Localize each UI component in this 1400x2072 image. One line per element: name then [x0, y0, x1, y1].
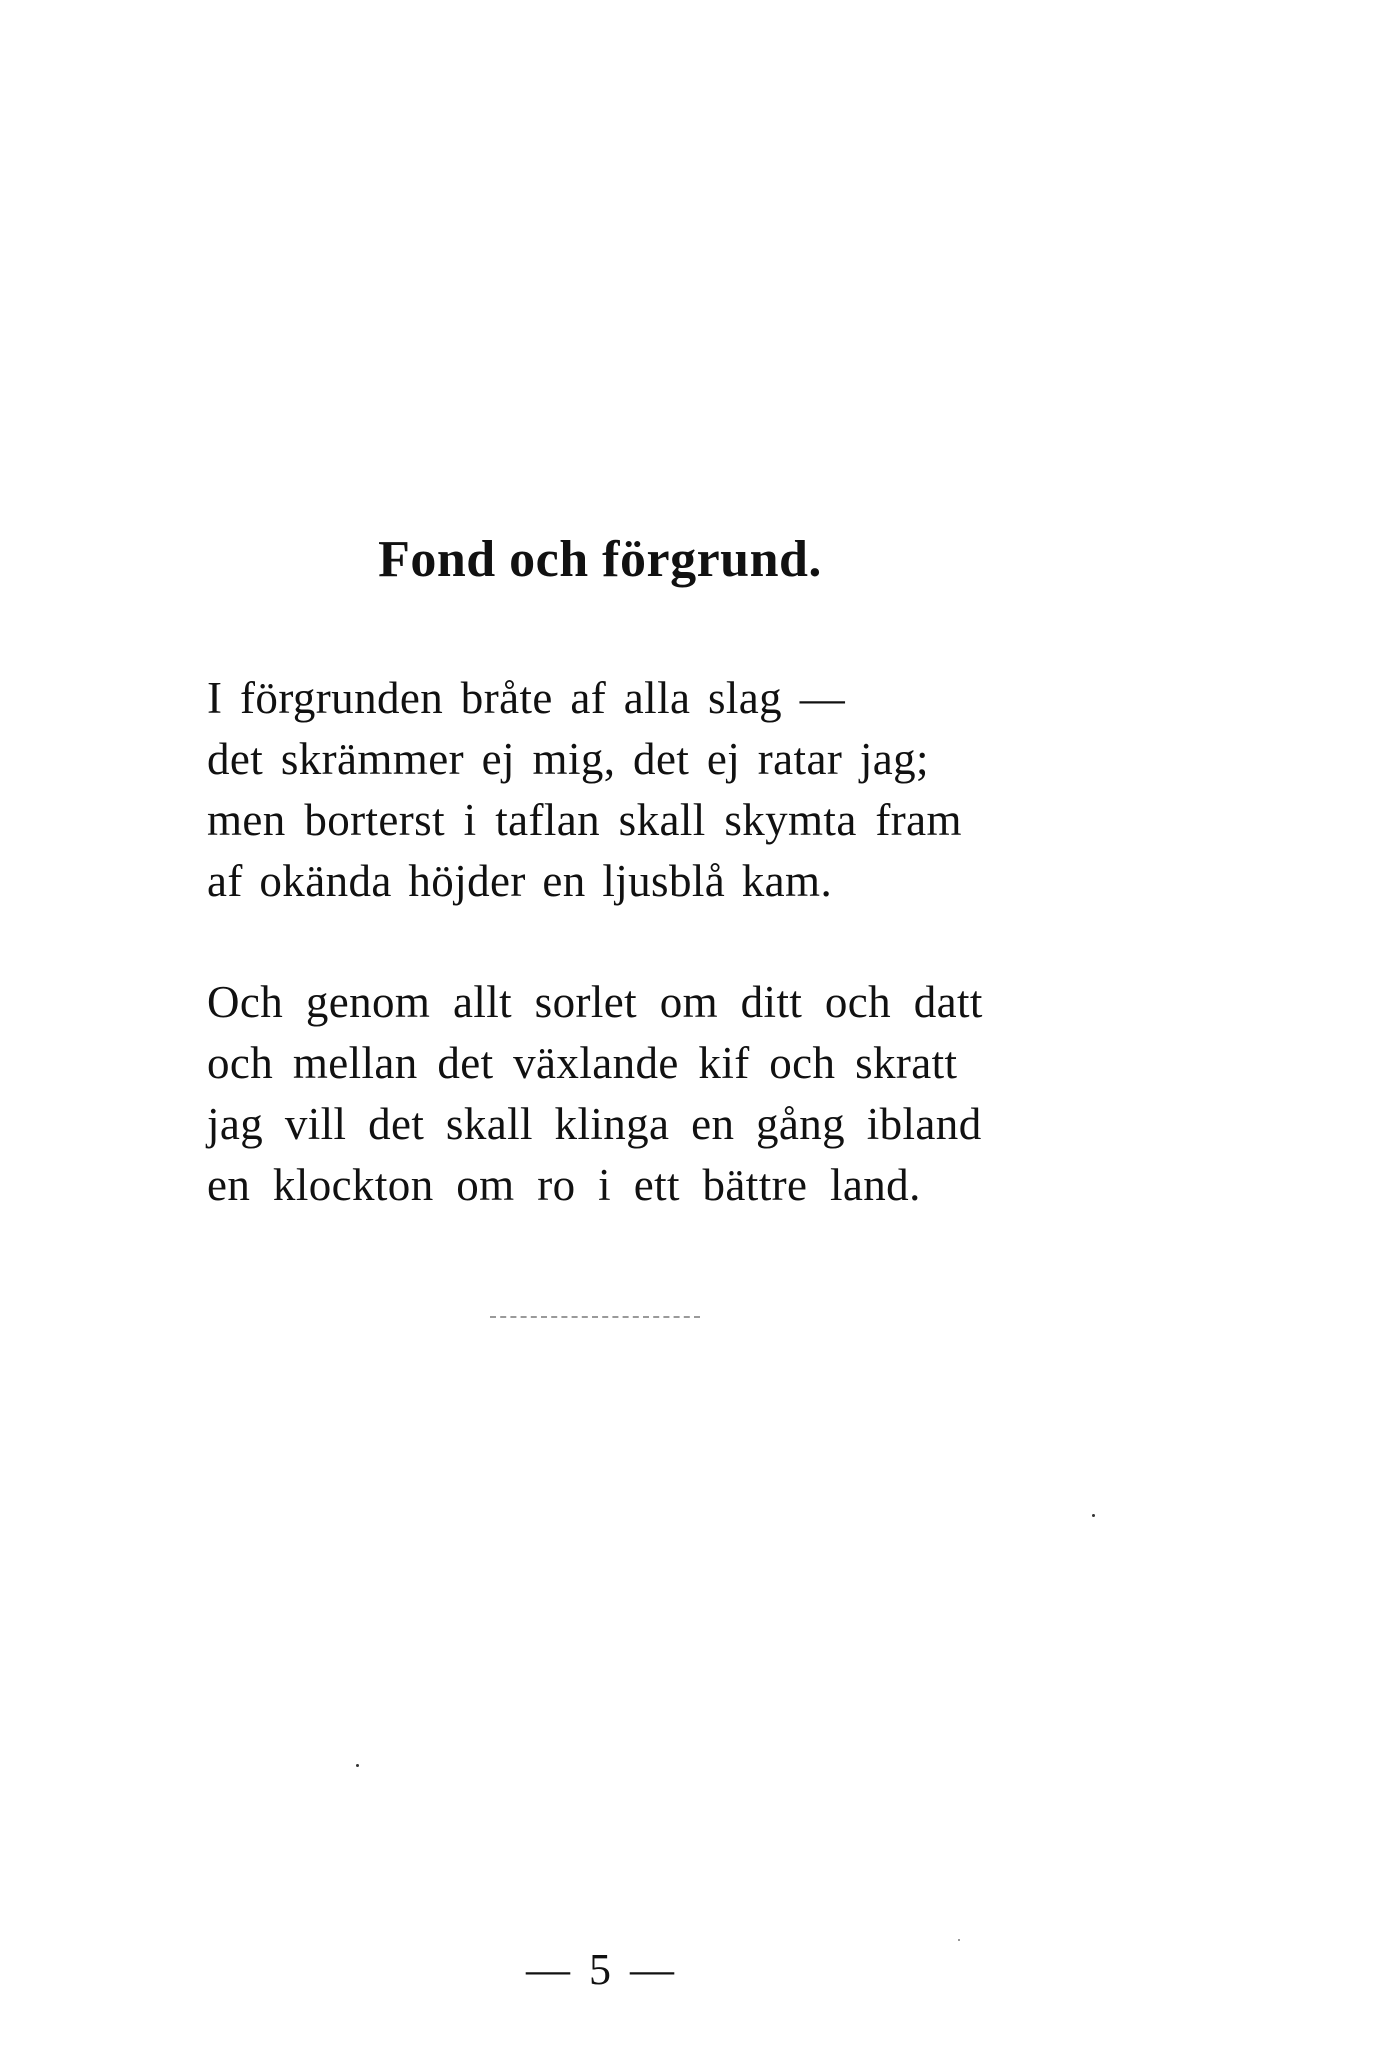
verse-line: och mellan det växlande kif och skratt: [207, 1038, 958, 1088]
verse-line: jag vill det skall klinga en gång ibland: [207, 1099, 982, 1149]
stanza-2: [207, 972, 1107, 1216]
print-speck: [958, 1939, 960, 1941]
end-of-poem-rule: [490, 1316, 700, 1318]
verse-line: det skrämmer ej mig, det ej ratar jag;: [207, 734, 929, 784]
print-speck: [1092, 1514, 1095, 1517]
verse-line: Och genom allt sorlet om ditt och datt: [207, 977, 983, 1027]
print-speck: [356, 1764, 359, 1767]
verse-line: men borterst i taflan skall skymta fram: [207, 795, 962, 845]
poem-title: Fond och förgrund.: [378, 531, 822, 588]
page-number: — 5 —: [526, 1945, 674, 1994]
verse-line: I förgrunden bråte af alla slag —: [207, 673, 846, 723]
stanza-1: [207, 668, 1107, 912]
verse-line: af okända höjder en ljusblå kam.: [207, 856, 833, 906]
verse-line: en klockton om ro i ett bättre land.: [207, 1160, 921, 1210]
